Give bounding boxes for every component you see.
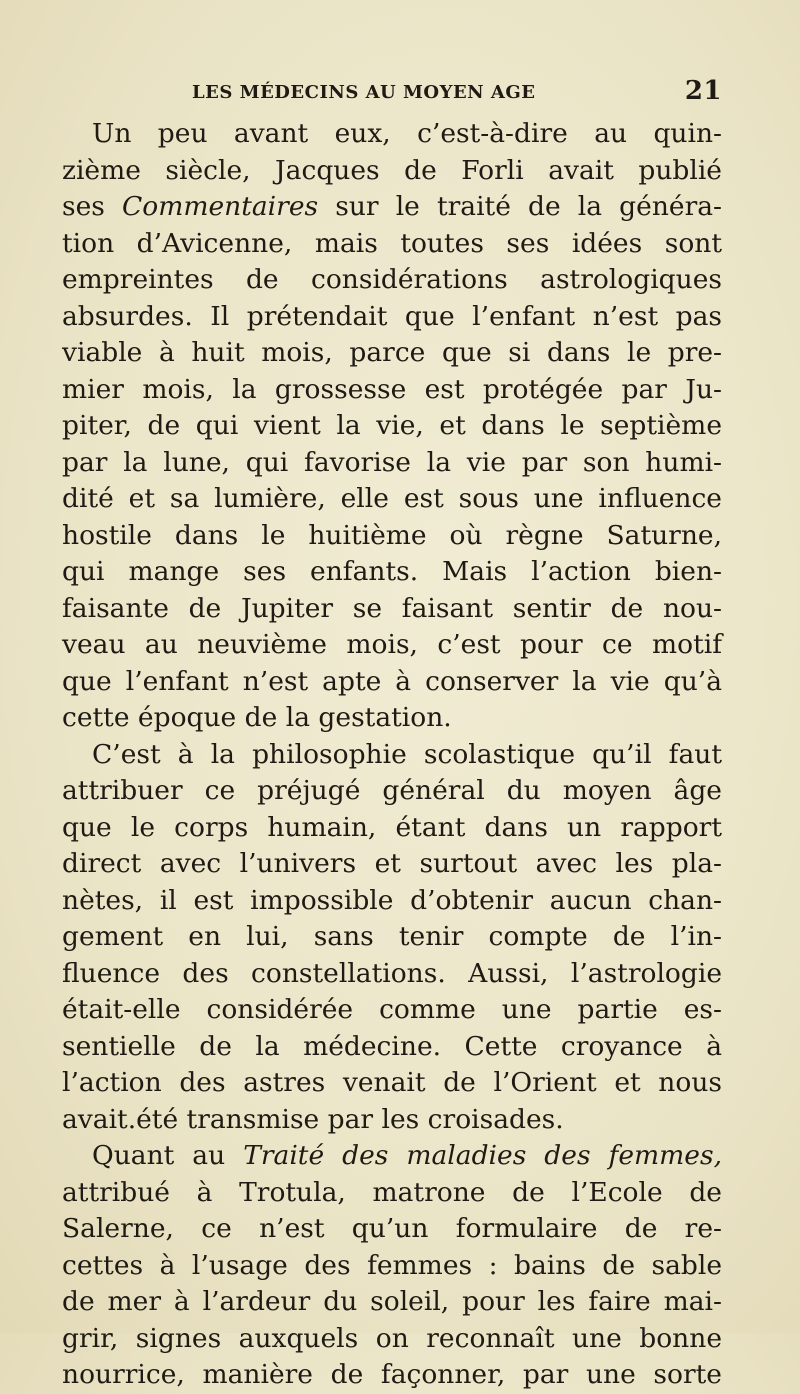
text-line: hostile dans le huitième où règne Saturne,	[62, 519, 722, 551]
text-line: nourrice, manière de façonner, par une sorte	[62, 1359, 722, 1390]
text-line: sentielle de la médecine. Cette croyance à	[62, 1030, 722, 1062]
text-line: attribuer ce préjugé général du moyen âge	[62, 775, 722, 806]
text-line: qui mange ses enfants. Mais l’action bien-	[62, 556, 722, 587]
text-line: nètes, il est impossible d’obtenir aucun chan-	[62, 884, 722, 916]
text-line: tion d’Avicenne, mais toutes ses idées sont	[62, 227, 722, 259]
body-text	[62, 116, 722, 1394]
text-line: attribué à Trotula, matrone de l’Ecole de	[62, 1176, 722, 1208]
text-run: Quant au	[92, 1140, 244, 1171]
text-line: faisante de Jupiter se faisant sentir de nou-	[62, 592, 722, 624]
text-run: ses	[62, 191, 122, 222]
text-line: mier mois, la grossesse est protégée par Ju-	[62, 373, 722, 405]
text-line	[62, 189, 722, 226]
text-line	[62, 1138, 722, 1175]
running-header	[62, 76, 722, 110]
text-line: dité et sa lumière, elle est sous une influence	[62, 483, 722, 514]
text-line: par la lune, qui favorise la vie par son humi-	[62, 446, 722, 478]
text-line: avait.été transmise par les croisades.	[62, 1103, 564, 1135]
text-line: veau au neuvième mois, c’est pour ce motif	[62, 629, 722, 660]
text-line: était-elle considérée comme une partie es-	[62, 994, 722, 1025]
text-line: direct avec l’univers et surtout avec les pla-	[62, 848, 722, 879]
text-line: grir, signes auxquels on reconnaît une bonne	[62, 1322, 722, 1354]
text-line: gement en lui, sans tenir compte de l’in-	[62, 921, 722, 952]
italic-title: Commentaires	[122, 191, 319, 222]
text-line: Salerne, ce n’est qu’un formulaire de re-	[62, 1213, 722, 1244]
running-title: LES MÉDECINS AU MOYEN AGE	[192, 82, 536, 103]
text-line: viable à huit mois, parce que si dans le pre-	[62, 337, 722, 368]
italic-title: Traité des maladies des femmes,	[243, 1140, 723, 1171]
text-line: cettes à l’usage des femmes : bains de sable	[62, 1249, 722, 1281]
text-line: fluence des constellations. Aussi, l’astrologie	[62, 957, 722, 989]
page-number: 21	[684, 76, 722, 106]
text-line: que l’enfant n’est apte à conserver la vie qu’à	[62, 665, 722, 697]
text-line: piter, de qui vient la vie, et dans le septième	[62, 410, 722, 441]
text-line: l’action des astres venait de l’Orient et nous	[62, 1067, 722, 1098]
text-line: Un peu avant eux, c’est-à-dire au quin-	[92, 118, 722, 149]
text-line: zième siècle, Jacques de Forli avait publié	[62, 154, 722, 186]
text-line: que le corps humain, étant dans un rapport	[62, 811, 722, 843]
text-line: cette époque de la gestation.	[62, 702, 452, 733]
text-line: de mer à l’ardeur du soleil, pour les faire mai-	[62, 1286, 722, 1317]
text-run: sur le traité de la généra-	[318, 191, 722, 222]
book-page	[62, 76, 722, 1394]
text-line: absurdes. Il prétendait que l’enfant n’est pas	[62, 300, 722, 332]
text-line: empreintes de considérations astrologiques	[62, 264, 722, 295]
text-line: C’est à la philosophie scolastique qu’il faut	[92, 738, 722, 770]
